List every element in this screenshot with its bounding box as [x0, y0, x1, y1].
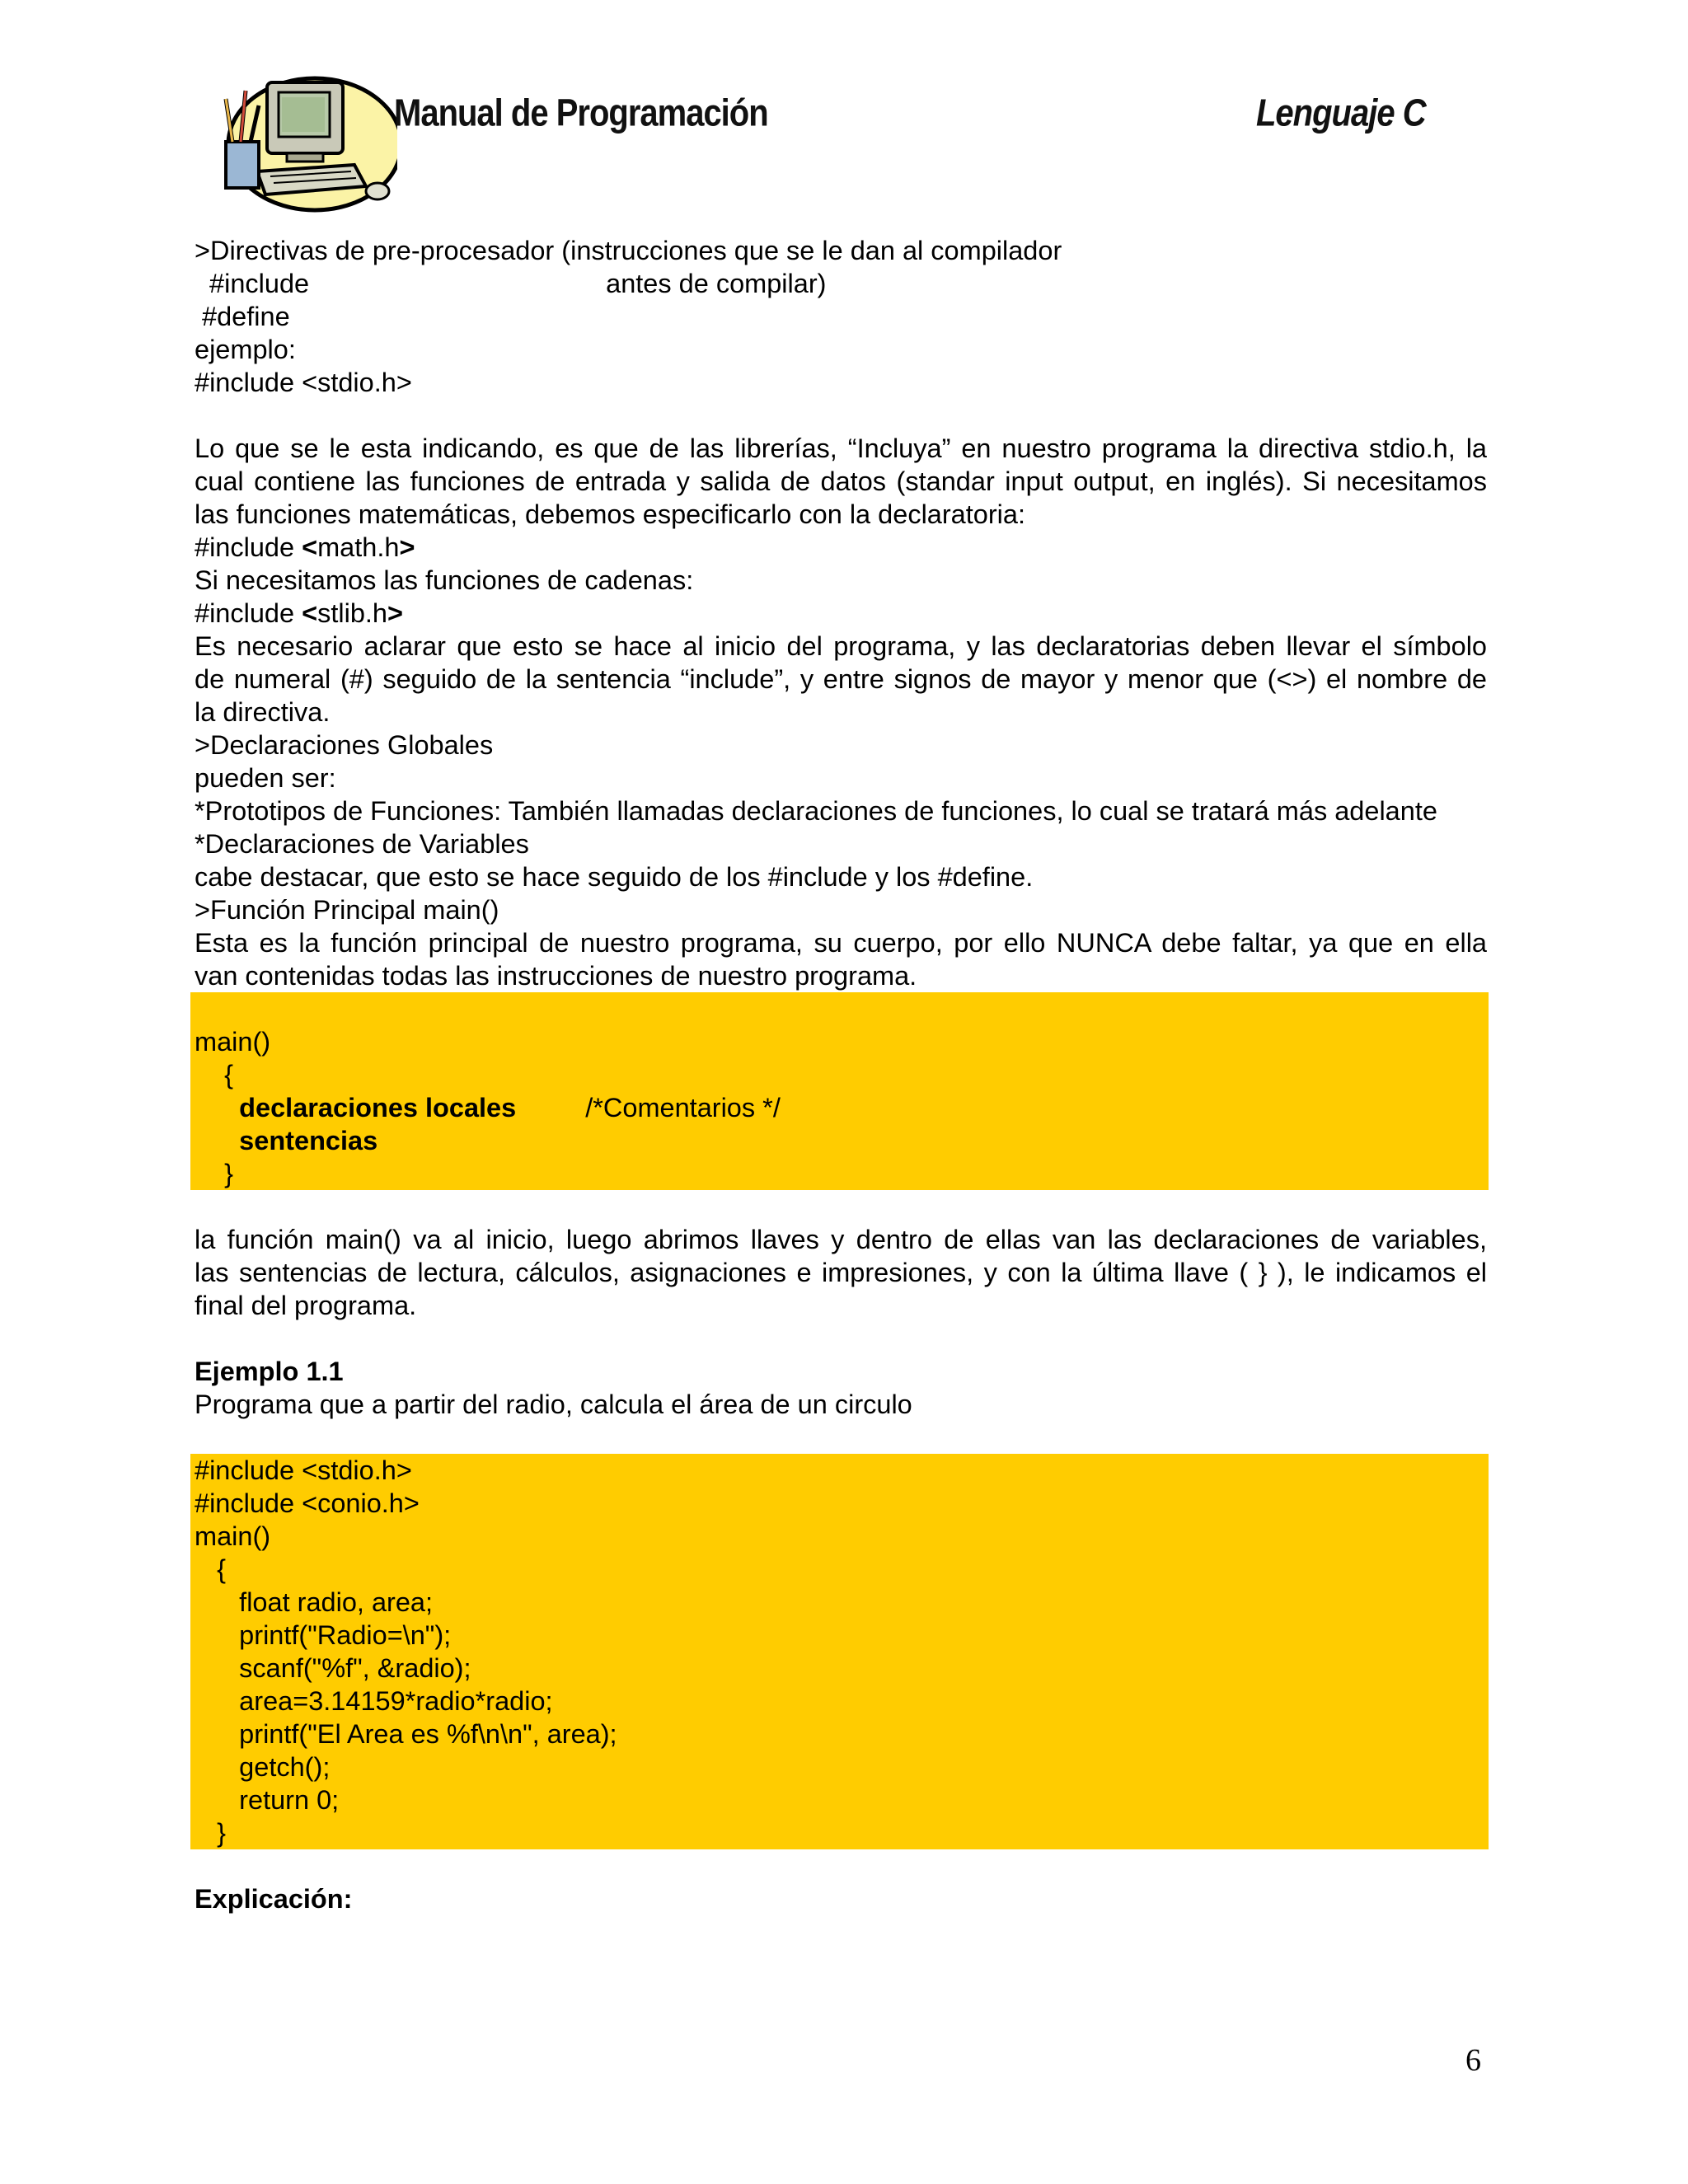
- paragraph-line: de numeral (#) seguido de la sentencia “include”, y entre signos de mayor y menor que (<>) el nombre de: [195, 664, 1487, 694]
- text-segment: declaraciones locales: [195, 1093, 517, 1122]
- paragraph-line: la función main() va al inicio, luego abrimos llaves y dentro de ellas van las declaraciones de variables,: [195, 1225, 1487, 1254]
- text-segment: #include: [195, 269, 310, 298]
- text-line: #include <stdio.h>: [195, 368, 412, 397]
- text-segment: math.h: [317, 532, 400, 562]
- text-segment: <: [302, 532, 318, 562]
- paragraph-line: cual contiene las funciones de entrada y salida de datos (standar input output, en inglés). Si necesitamos: [195, 466, 1487, 496]
- text-segment: #include: [195, 598, 302, 628]
- text-segment: #include: [195, 532, 302, 562]
- code-line: scanf("%f", &radio);: [195, 1653, 471, 1683]
- paragraph-line: pueden ser:: [195, 763, 336, 793]
- paragraph-line: las funciones matemáticas, debemos especificarlo con la declaratoria:: [195, 499, 1026, 529]
- paragraph-line: *Declaraciones de Variables: [195, 829, 529, 859]
- code-line: {: [195, 1554, 226, 1584]
- paragraph-line: las sentencias de lectura, cálculos, asignaciones e impresiones, y con la última llave ( } ), le indicamos el: [195, 1258, 1487, 1287]
- code-line: sentencias: [195, 1126, 378, 1155]
- paragraph-line: van contenidas todas las instrucciones de nuestro programa.: [195, 961, 917, 991]
- header-subtitle: Lenguaje C: [1256, 92, 1426, 134]
- paragraph-line: Esta es la función principal de nuestro programa, su cuerpo, por ello NUNCA debe faltar, ya que en ella: [195, 928, 1487, 958]
- section-heading: >Declaraciones Globales: [195, 730, 494, 760]
- paragraph-line: Si necesitamos las funciones de cadenas:: [195, 565, 694, 595]
- text-segment: stlib.h: [317, 598, 387, 628]
- code-line: }: [195, 1818, 226, 1848]
- code-line: area=3.14159*radio*radio;: [195, 1686, 553, 1716]
- paragraph-line: Lo que se le esta indicando, es que de las librerías, “Incluya” en nuestro programa la directiva stdio.h, la: [195, 434, 1487, 463]
- code-line: }: [195, 1159, 233, 1188]
- paragraph-line: la directiva.: [195, 697, 331, 727]
- paragraph-line: final del programa.: [195, 1291, 417, 1320]
- code-line: return 0;: [195, 1785, 340, 1815]
- text-segment: antes de compilar): [606, 269, 827, 298]
- code-line: #include <conio.h>: [195, 1488, 420, 1518]
- code-line: printf("El Area es %f\n\n", area);: [195, 1719, 617, 1749]
- paragraph-line: cabe destacar, que esto se hace seguido de los #include y los #define.: [195, 862, 1034, 892]
- code-line: [195, 1091, 1489, 1124]
- text-line: >Directivas de pre-procesador (instrucciones que se le dan al compilador: [195, 236, 1062, 265]
- blank-line: [195, 1421, 1487, 1454]
- header-title: Manual de Programación: [394, 92, 768, 134]
- text-segment: >: [387, 598, 403, 628]
- blank-line: [195, 1322, 1487, 1355]
- code-block-main: [190, 992, 1489, 1190]
- text-line: [195, 267, 1487, 300]
- code-line: printf("Radio=\n");: [195, 1620, 452, 1650]
- section-heading: >Función Principal main(): [195, 895, 499, 925]
- example-description: Programa que a partir del radio, calcula el área de un circulo: [195, 1390, 912, 1419]
- code-line: main(): [195, 1521, 271, 1551]
- code-line: getch();: [195, 1752, 331, 1782]
- computer-clipart-logo: [216, 66, 397, 223]
- blank-line: [195, 1190, 1487, 1223]
- code-line: float radio, area;: [195, 1587, 434, 1617]
- text-segment: >: [399, 532, 415, 562]
- page-number: 6: [1465, 2043, 1481, 2078]
- document-body: [195, 234, 1487, 1915]
- code-inline-line: [195, 597, 1487, 630]
- text-segment: <: [302, 598, 318, 628]
- code-block-example: [190, 1454, 1489, 1849]
- text-line: #define: [195, 302, 290, 331]
- code-line: main(): [195, 1027, 271, 1057]
- example-title: Ejemplo 1.1: [195, 1357, 344, 1386]
- code-line: {: [195, 1060, 233, 1090]
- paragraph-line: *Prototipos de Funciones: También llamadas declaraciones de funciones, lo cual se tratará más adelante: [195, 796, 1437, 826]
- code-inline-line: [195, 531, 1487, 564]
- text-line: ejemplo:: [195, 335, 296, 364]
- blank-line: [195, 399, 1487, 432]
- text-segment: /*Comentarios */: [585, 1093, 781, 1122]
- blank-line: [195, 1849, 1487, 1882]
- explanation-label: Explicación:: [195, 1884, 353, 1914]
- paragraph-line: Es necesario aclarar que esto se hace al inicio del programa, y las declaratorias deben llevar el símbolo: [195, 631, 1487, 661]
- code-line: #include <stdio.h>: [195, 1455, 412, 1485]
